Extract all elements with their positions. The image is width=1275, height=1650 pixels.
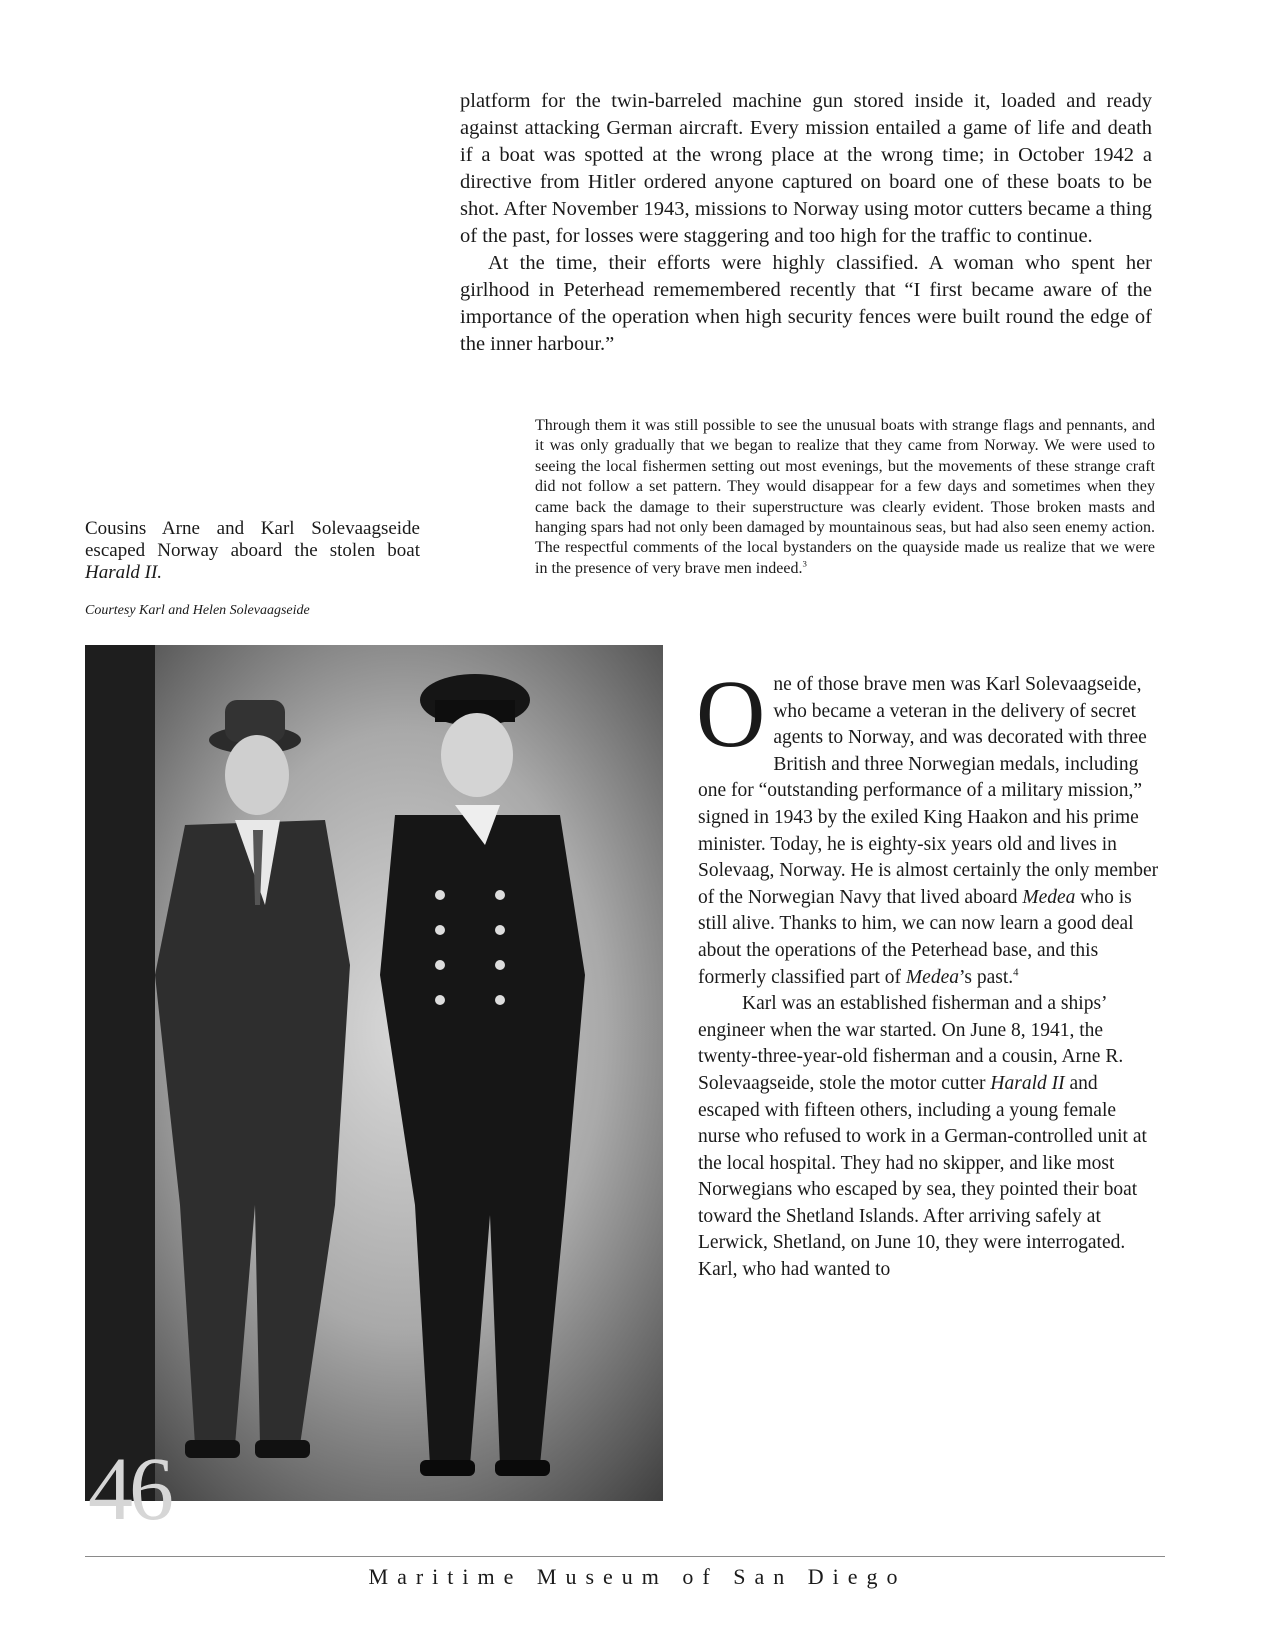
man-in-suit bbox=[155, 700, 350, 1458]
boat-name: Harald II bbox=[990, 1072, 1065, 1094]
text-run: who is still alive. Thanks to him, we can now learn a good deal about the operations of the Peterhead base, and this formerly classified part of bbox=[698, 886, 1134, 988]
ship-name: Medea bbox=[905, 966, 959, 988]
photo-caption bbox=[85, 518, 420, 584]
ship-name: Medea bbox=[1022, 886, 1076, 908]
photograph bbox=[85, 645, 663, 1501]
curtain bbox=[85, 645, 155, 1501]
text-run: and escaped with fifteen others, including a young female nurse who refused to work in a German-controlled unit at the local hospital. They had no skipper, and like most Norwegians who escaped by sea, they pointed their boat toward the Shetland Islands. After arriving safely at Lerwick, Shetland, on June 10, they were interrogated. Karl, who had wanted to bbox=[698, 1072, 1147, 1281]
footer-rule bbox=[85, 1556, 1165, 1557]
top-text-column bbox=[460, 88, 1152, 358]
footnote-marker: 3 bbox=[802, 558, 807, 569]
paragraph: platform for the twin-barreled machine gun stored inside it, loaded and ready against attacking German aircraft. Every mission entailed a game of life and death if a boat was spotted at the wrong place at the wrong time; in October 1942 a directive from Hitler ordered anyone captured on board one of these boats to be shot. After November 1943, missions to Norway using motor cutters became a thing of the past, for losses were staggering and too high for the traffic to continue. bbox=[460, 90, 1152, 247]
caption-boat-name: Harald II. bbox=[85, 562, 163, 583]
body-text-column bbox=[696, 660, 1160, 1284]
text-run: Karl was an established fisherman and a ships’ engineer when the war started. On June 8, 1941, the twenty-three-year-old fisherman and a cousin, Arne R. Solevaagseide, stole the motor cutter bbox=[698, 993, 1124, 1094]
photo-illustration bbox=[85, 645, 663, 1501]
page-number: 46 bbox=[88, 1440, 170, 1539]
paragraph bbox=[696, 660, 1160, 991]
photo-credit: Courtesy Karl and Helen Solevaagseide bbox=[85, 603, 310, 618]
footer-title: Maritime Museum of San Diego bbox=[368, 1564, 907, 1589]
drop-cap: O bbox=[696, 660, 766, 767]
paragraph: At the time, their efforts were highly classified. A woman who spent her girlhood in Peterhead rememembered recently that “I first became aware of the importance of the operation when high security fences were built round the edge of the inner harbour.” bbox=[460, 252, 1152, 355]
block-quote bbox=[535, 416, 1155, 579]
block-quote-text: Through them it was still possible to see the unusual boats with strange flags and pennants, and it was only gradually that we began to realize that they came from Norway. We were used to seeing the local fishermen setting out most evenings, but the movements of these strange craft did not follow a set pattern. They would disappear for a few days and sometimes when they came back the damage to their superstructure was clearly evident. Those broken masts and hanging spars had not only been damaged by mountainous seas, but had also seen enemy action. The respectful comments of the local bystanders on the quayside made us realize that we were in the presence of very brave men indeed. bbox=[535, 417, 1155, 577]
text-run: ne of those brave men was Karl Solevaagseide, who became a veteran in the delivery of secret agents to Norway, and was decorated with three British and three Norwegian medals, including one for “outstanding performance of a military mission,” signed in 1943 by the exiled King Haakon and his prime minister. Today, he is eighty-six years old and lives in Solevaag, Norway. He is almost certainly the only member of the Norwegian Navy that lived aboard bbox=[698, 674, 1159, 908]
sailor-in-uniform bbox=[380, 674, 585, 1476]
caption-text: Cousins Arne and Karl Solevaagseide escaped Norway aboard the stolen boat bbox=[85, 518, 420, 561]
footnote-marker: 4 bbox=[1013, 966, 1019, 979]
paragraph bbox=[698, 991, 1160, 1284]
text-run: ’s past. bbox=[958, 966, 1014, 988]
